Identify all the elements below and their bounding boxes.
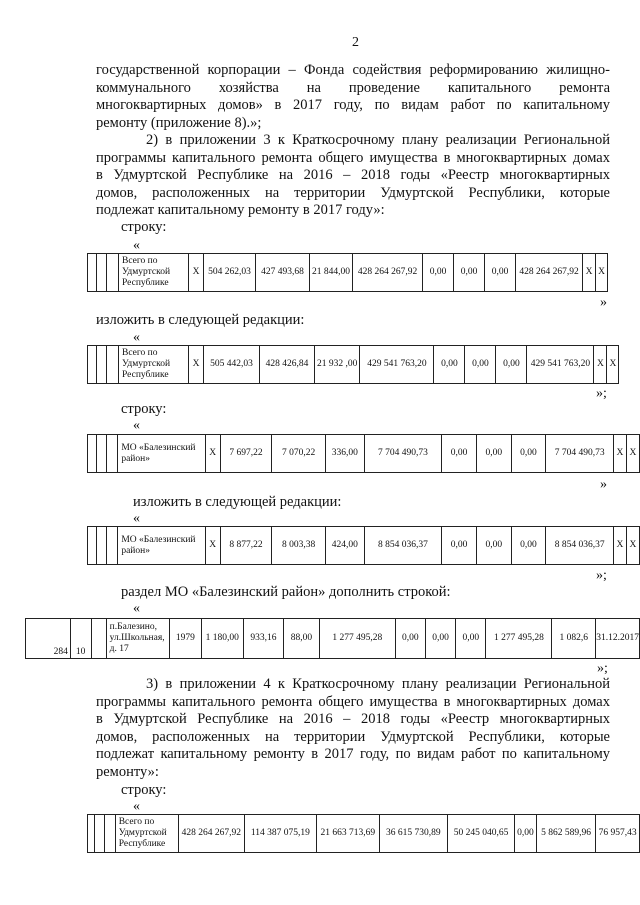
table-cell: 7 697,22 (220, 435, 272, 473)
quote-close-semicolon: »; (597, 661, 608, 676)
table-cell: 0,00 (442, 527, 477, 565)
table-cell: 933,16 (243, 619, 283, 659)
table-cell: 7 704 490,73 (364, 435, 441, 473)
table-cell (88, 254, 97, 292)
table-cell: 336,00 (325, 435, 364, 473)
table-all-republic-old (87, 253, 608, 292)
table-cell: X (189, 254, 204, 292)
table-cell: 0,00 (476, 527, 511, 565)
table-cell (88, 815, 95, 853)
paragraph-line: программы капитального ремонта общего имущества в многоквартирных домах (96, 149, 610, 166)
table-cell: X (205, 435, 220, 473)
table-cell (88, 527, 97, 565)
table-all-republic-new (87, 345, 619, 384)
table-balezino-old (87, 434, 640, 473)
table-cell (88, 346, 97, 384)
table-cell: 505 442,03 (204, 346, 260, 384)
table-cell: 0,00 (454, 254, 485, 292)
table-cell: 5 862 589,96 (536, 815, 596, 853)
table-row (88, 435, 640, 473)
table-cell: 0,00 (442, 435, 477, 473)
table-cell: 8 854 036,37 (364, 527, 441, 565)
paragraph-line: 2) в приложении 3 к Краткосрочному плану реализации Региональной (146, 132, 610, 148)
quote-open: « (133, 601, 140, 616)
table-cell: 0,00 (496, 346, 527, 384)
table-row (88, 527, 640, 565)
table-row (88, 254, 608, 292)
paragraph-line: государственной корпорации – Фонда содействия реформированию жилищно- (96, 62, 610, 78)
table-row (88, 815, 640, 853)
table-cell (97, 254, 107, 292)
label-stroku-2: строку: (121, 401, 167, 417)
table-cell-name: Всего по Удмуртской Республике (119, 346, 189, 384)
table-cell: 21 932 ,00 (315, 346, 360, 384)
table-row (88, 346, 619, 384)
table-cell: 7 704 490,73 (546, 435, 614, 473)
table-cell: X (626, 435, 639, 473)
label-stroku-3: строку: (121, 782, 167, 798)
table-cell: 7 070,22 (272, 435, 326, 473)
table-cell: 0,00 (465, 346, 496, 384)
table-cell: 1 082,6 (552, 619, 596, 659)
table-cell: X (613, 435, 626, 473)
label-izlozhit-2: изложить в следующей редакции: (133, 494, 342, 510)
table-cell: 0,00 (423, 254, 454, 292)
table-cell: 0,00 (434, 346, 465, 384)
table-cell-index: 10 (70, 619, 91, 659)
table-cell-date: 31.12.2017 (596, 619, 640, 659)
quote-open: « (133, 799, 140, 814)
quote-open: « (133, 418, 140, 433)
label-izlozhit-1: изложить в следующей редакции: (96, 312, 305, 328)
label-stroku-1: строку: (121, 219, 167, 235)
paragraph-2 (96, 132, 610, 220)
table-cell: 114 387 075,19 (244, 815, 316, 853)
table-cell: 0,00 (485, 254, 516, 292)
table-cell: 0,00 (515, 815, 537, 853)
table-cell (96, 435, 106, 473)
table-cell: X (626, 527, 639, 565)
paragraph-line: подлежат капитальному ремонту в 2017 году, по видам работ по капитальному (96, 746, 610, 762)
table-cell: X (594, 346, 607, 384)
table-cell: X (205, 527, 220, 565)
paragraph-3 (96, 676, 610, 781)
table-cell: 0,00 (425, 619, 455, 659)
paragraph-line: программы капитального ремонта общего имущества в многоквартирных домах (96, 693, 610, 710)
table-cell: 429 541 763,20 (527, 346, 594, 384)
table-cell: 427 493,68 (256, 254, 310, 292)
table-cell: 8 877,22 (220, 527, 272, 565)
table-cell (91, 619, 106, 659)
quote-close: » (600, 295, 607, 310)
table-cell: X (607, 346, 619, 384)
quote-close-semicolon: »; (596, 386, 607, 401)
quote-open: « (133, 238, 140, 253)
table-cell: 8 854 036,37 (546, 527, 614, 565)
table-cell: 424,00 (325, 527, 364, 565)
table-cell-number: 284 (26, 619, 71, 659)
paragraph-line: домов, расположенных на территории Удмуртской Республики, которые (96, 728, 610, 745)
table-cell: 0,00 (476, 435, 511, 473)
paragraph-line: домов, расположенных на территории Удмуртской Республики, которые (96, 184, 610, 201)
quote-close: » (600, 477, 607, 492)
table-cell: X (613, 527, 626, 565)
table-cell: 1 277 495,28 (319, 619, 395, 659)
table-works-all-republic (87, 814, 640, 853)
table-cell (106, 435, 118, 473)
table-row (26, 619, 640, 659)
paragraph-line: подлежат капитальному ремонту в 2017 году»: (96, 202, 385, 218)
paragraph-line: ремонту»: (96, 763, 159, 780)
table-cell: 0,00 (511, 527, 546, 565)
table-cell (88, 435, 97, 473)
paragraph-line: коммунального хозяйства на проведение капитального ремонта (96, 79, 610, 96)
page-number: 2 (352, 35, 359, 50)
table-cell-name: Всего по Удмуртской Республике (119, 254, 189, 292)
table-cell: 1 277 495,28 (486, 619, 552, 659)
table-cell-name: Всего по Удмуртской Республике (115, 815, 178, 853)
table-cell (97, 346, 107, 384)
table-cell: 36 615 730,89 (379, 815, 447, 853)
paragraph-line: в Удмуртской Республике на 2016 – 2018 годы «Реестр многоквартирных (96, 711, 610, 727)
table-cell: 21 844,00 (310, 254, 353, 292)
table-cell (106, 527, 118, 565)
paragraph-line: 3) в приложении 4 к Краткосрочному плану реализации Региональной (146, 676, 610, 692)
table-cell-year: 1979 (170, 619, 201, 659)
table-cell: 428 426,84 (260, 346, 315, 384)
quote-open: « (133, 511, 140, 526)
table-cell: 0,00 (511, 435, 546, 473)
table-cell: 8 003,38 (272, 527, 326, 565)
table-cell-name: МО «Балезинский район» (118, 527, 205, 565)
paragraph-line: ремонту (приложение 8).»; (96, 114, 262, 131)
table-cell: 504 262,03 (204, 254, 256, 292)
table-cell: 50 245 040,65 (447, 815, 514, 853)
paragraph-1 (96, 62, 610, 132)
table-cell: 88,00 (283, 619, 319, 659)
table-cell (95, 815, 104, 853)
table-cell-name: МО «Балезинский район» (118, 435, 205, 473)
table-cell: 428 264 267,92 (178, 815, 244, 853)
table-cell: 429 541 763,20 (360, 346, 434, 384)
table-cell: 428 264 267,92 (516, 254, 583, 292)
table-cell (104, 815, 115, 853)
quote-close-semicolon: »; (596, 568, 607, 583)
table-cell: X (596, 254, 608, 292)
label-razdel: раздел МО «Балезинский район» дополнить строкой: (121, 584, 451, 600)
table-cell: 428 264 267,92 (353, 254, 423, 292)
table-cell: 0,00 (456, 619, 486, 659)
table-balezino-new (87, 526, 640, 565)
paragraph-line: в Удмуртской Республике на 2016 – 2018 годы «Реестр многоквартирных (96, 167, 610, 183)
table-cell: X (189, 346, 204, 384)
table-cell: 76 957,43 (596, 815, 640, 853)
table-cell-address: п.Балезино, ул.Школьная, д. 17 (106, 619, 169, 659)
paragraph-line: многоквартирных домов» в 2017 году, по видам работ по капитальному (96, 97, 610, 113)
table-cell (107, 254, 119, 292)
quote-open: « (133, 330, 140, 345)
table-cell: 1 180,00 (201, 619, 243, 659)
table-cell: 21 663 713,69 (316, 815, 379, 853)
table-balezino-new-row (25, 618, 640, 659)
table-cell: 0,00 (395, 619, 425, 659)
table-cell (96, 527, 106, 565)
table-cell: X (583, 254, 596, 292)
table-cell (107, 346, 119, 384)
